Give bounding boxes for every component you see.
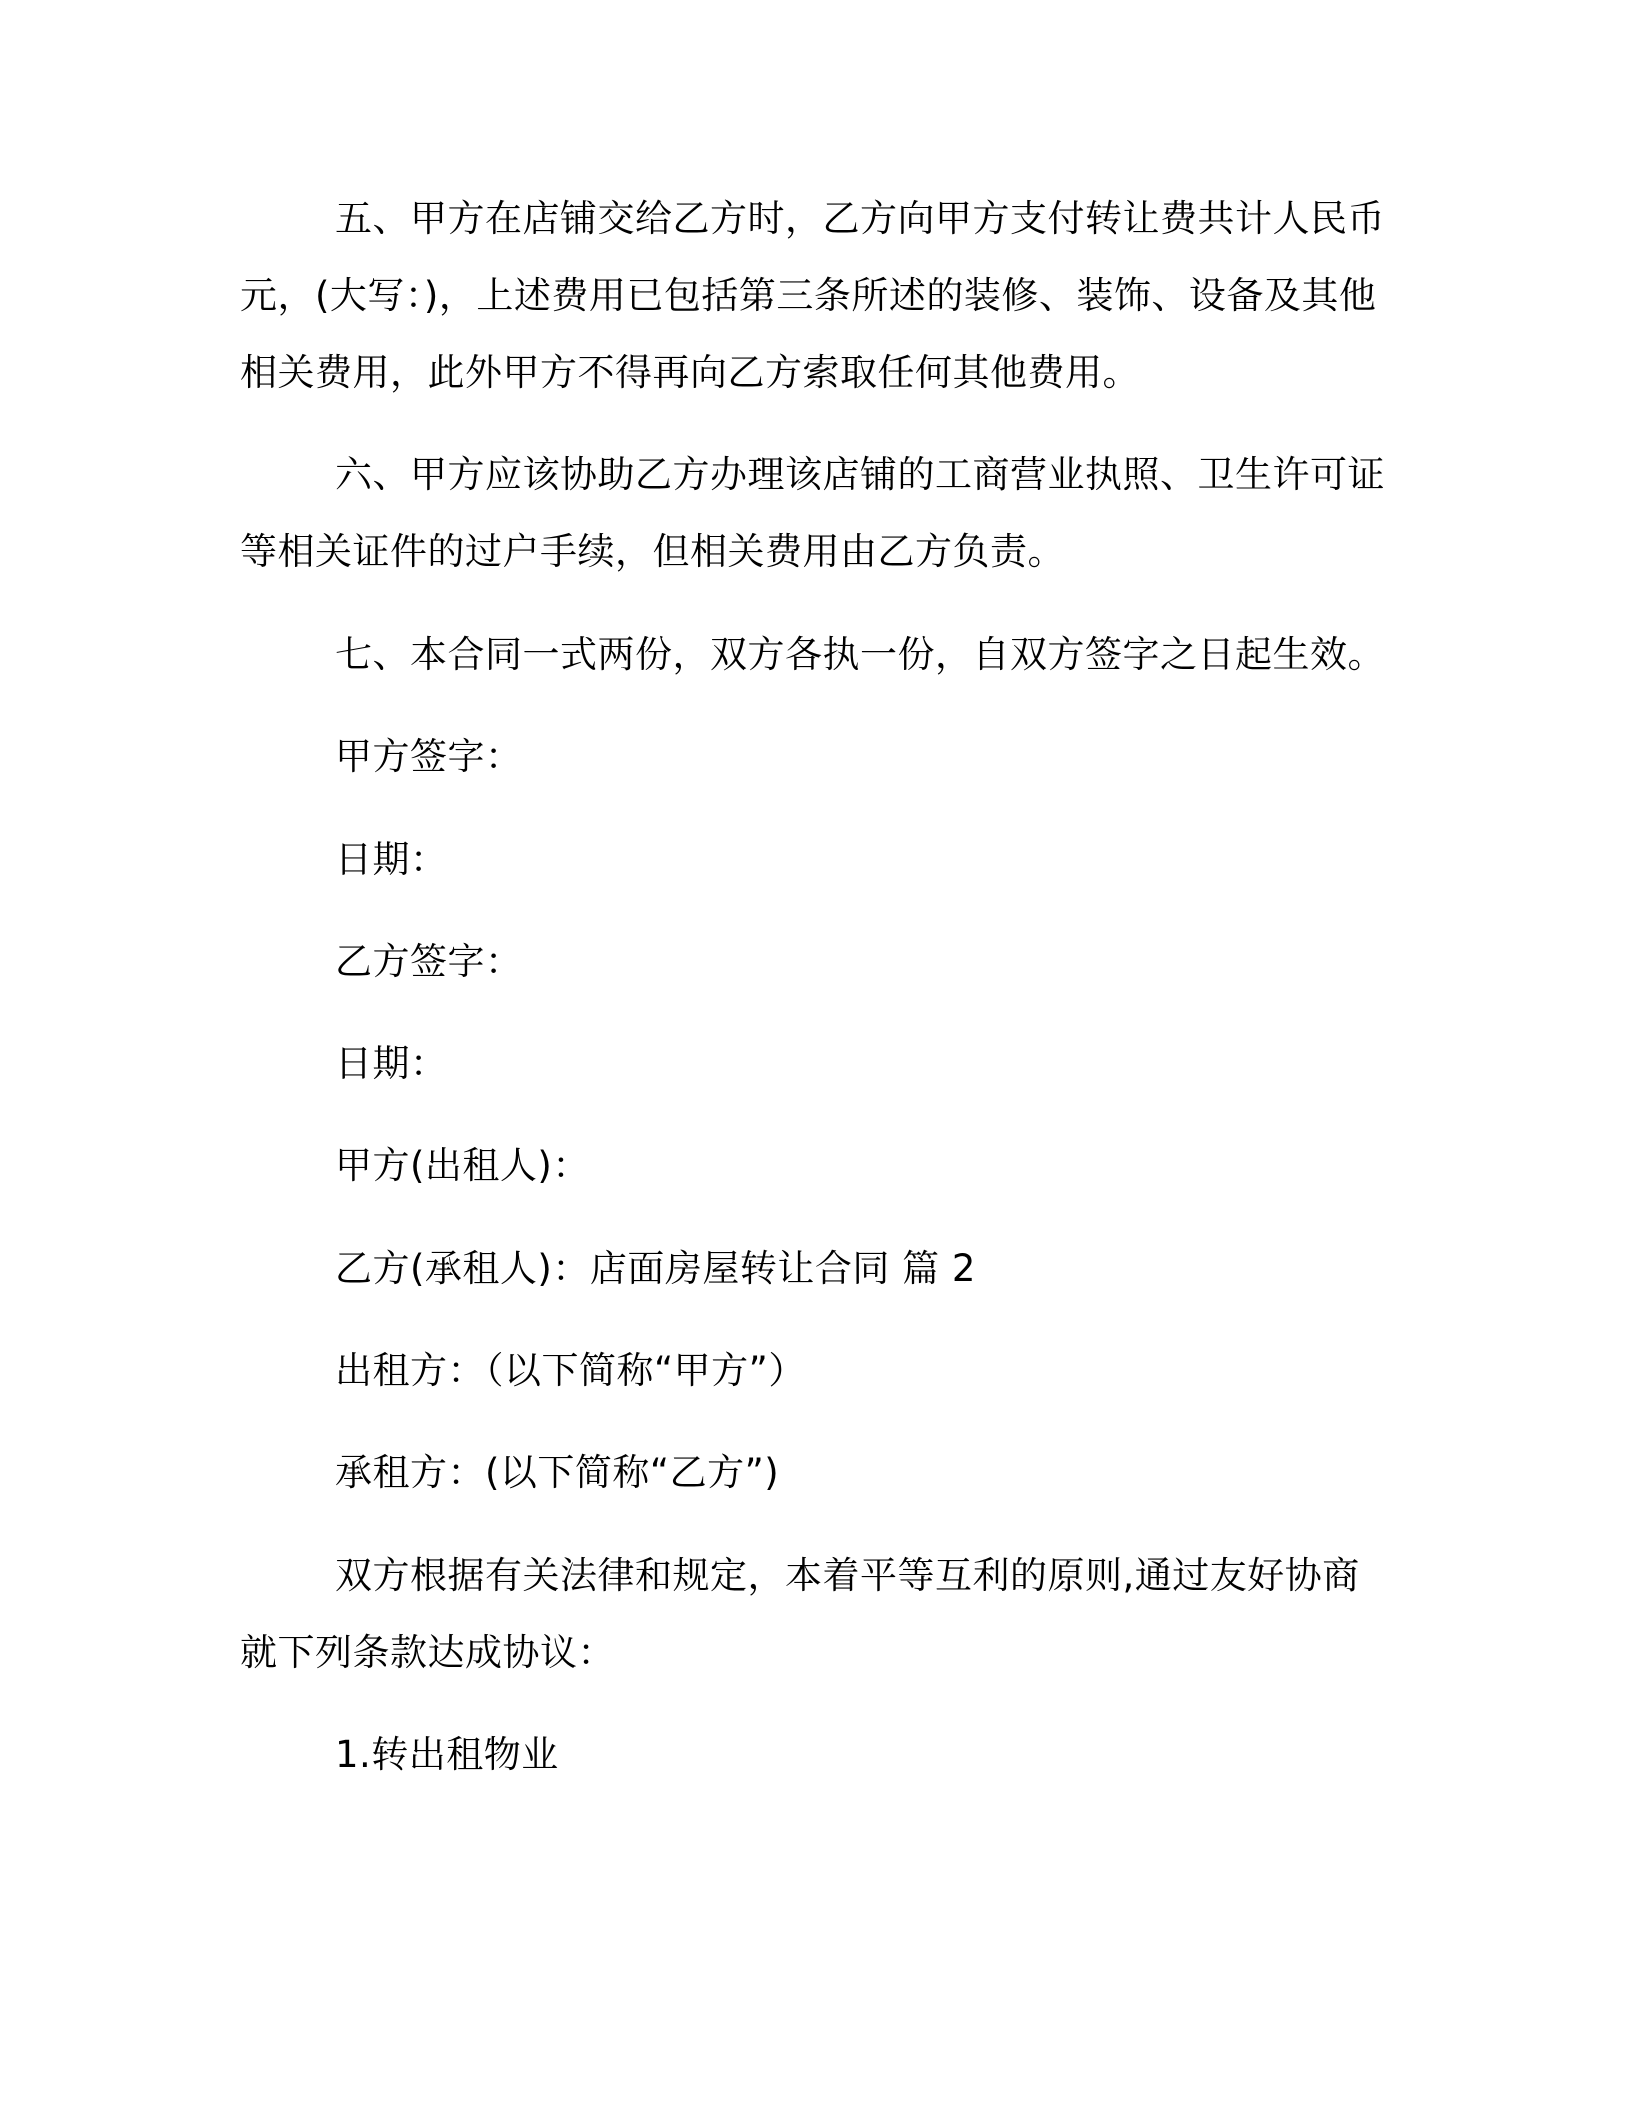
clause-7: 七、本合同一式两份，双方各执一份，自双方签字之日起生效。 [335, 633, 1385, 676]
renter-in-label: 承租方：(以下简称“乙方”) [335, 1451, 780, 1494]
renter-out-label: 出租方：（以下简称“甲方”） [335, 1349, 806, 1392]
party-b-date-label: 日期： [335, 1042, 448, 1085]
clause-5-line-3: 相关费用，此外甲方不得再向乙方索取任何其他费用。 [240, 351, 1140, 394]
party-a-date-label: 日期： [335, 838, 448, 881]
clause-6-line-2: 等相关证件的过户手续，但相关费用由乙方负责。 [240, 530, 1065, 573]
party-b-signature-label: 乙方签字： [335, 940, 523, 983]
section-1-heading: 1.转出租物业 [335, 1733, 559, 1776]
intro-line-1: 双方根据有关法律和规定，本着平等互利的原则,通过友好协商 [335, 1554, 1360, 1597]
clause-5-line-1: 五、甲方在店铺交给乙方时，乙方向甲方支付转让费共计人民币 [335, 197, 1385, 240]
party-a-signature-label: 甲方签字： [335, 735, 523, 778]
lessor-label: 甲方(出租人)： [335, 1144, 590, 1187]
intro-line-2: 就下列条款达成协议： [240, 1631, 615, 1674]
lessee-and-contract-title: 乙方(承租人)：店面房屋转让合同 篇 2 [335, 1247, 976, 1290]
clause-5-line-2: 元，(大写：)，上述费用已包括第三条所述的装修、装饰、设备及其他 [240, 274, 1377, 317]
clause-6-line-1: 六、甲方应该协助乙方办理该店铺的工商营业执照、卫生许可证 [335, 453, 1385, 496]
